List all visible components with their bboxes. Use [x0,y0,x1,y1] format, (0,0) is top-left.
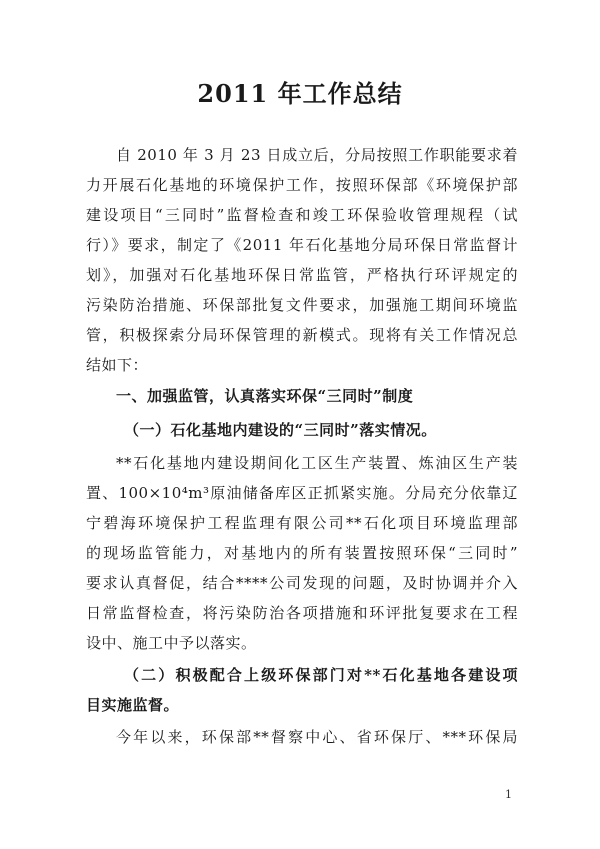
body-paragraph [86,448,518,658]
intro-line: 自 2010 年 3 月 23 日成立后，分局按照工作职能要求着 [116,146,518,164]
intro-line: 行）》要求，制定了《2011 年石化基地分局环保日常监督计 [86,236,518,254]
section-heading: 一、加强监管，认真落实环保“三同时”制度 [116,387,414,405]
page-number: 1 [505,788,512,801]
body-line: **石化基地内建设期间化工区生产装置、炼油区生产装 [116,454,518,472]
intro-line: 管，积极探索分局环保管理的新模式。现将有关工作情况总 [86,326,518,344]
intro-line: 建设项目“三同时”监督检查和竣工环保验收管理规程（试 [86,206,518,224]
intro-line: 划》，加强对石化基地环保日常监管，严格执行环评规定的 [86,266,518,284]
subsection-heading-line: （二）积极配合上级环保部门对**石化基地各建设项 [124,666,518,684]
intro-line: 污染防治措施、环保部批复文件要求，加强施工期间环境监 [86,296,518,314]
intro-line: 结如下： [86,356,149,374]
body-line: 今年以来，环保部**督察中心、省环保厅、***环保局 [116,728,518,746]
body-line: 要求认真督促，结合****公司发现的问题，及时协调并介入 [86,574,518,592]
document-body [86,140,518,752]
subsection-heading-line: 目实施监督。 [86,696,180,714]
intro-line: 力开展石化基地的环境保护工作，按照环保部《环境保护部 [86,176,518,194]
body-line: 的现场监管能力，对基地内的所有装置按照环保“三同时” [86,544,518,562]
intro-paragraph [86,140,518,380]
subsection-heading: （一）石化基地内建设的“三同时”落实情况。 [124,421,437,439]
body-line: 设中、施工中予以落实。 [86,634,257,652]
body-line: 日常监督检查，将污染防治各项措施和环评批复要求在工程 [86,604,518,622]
body-paragraph [86,722,518,752]
body-line: 置、100×10⁴m³原油储备库区正抓紧实施。分局充分依靠辽 [86,484,518,502]
body-line: 宁碧海环境保护工程监理有限公司**石化项目环境监理部 [86,514,518,532]
subsection-heading [86,660,518,720]
document-title: 2011 年工作总结 [197,79,403,108]
